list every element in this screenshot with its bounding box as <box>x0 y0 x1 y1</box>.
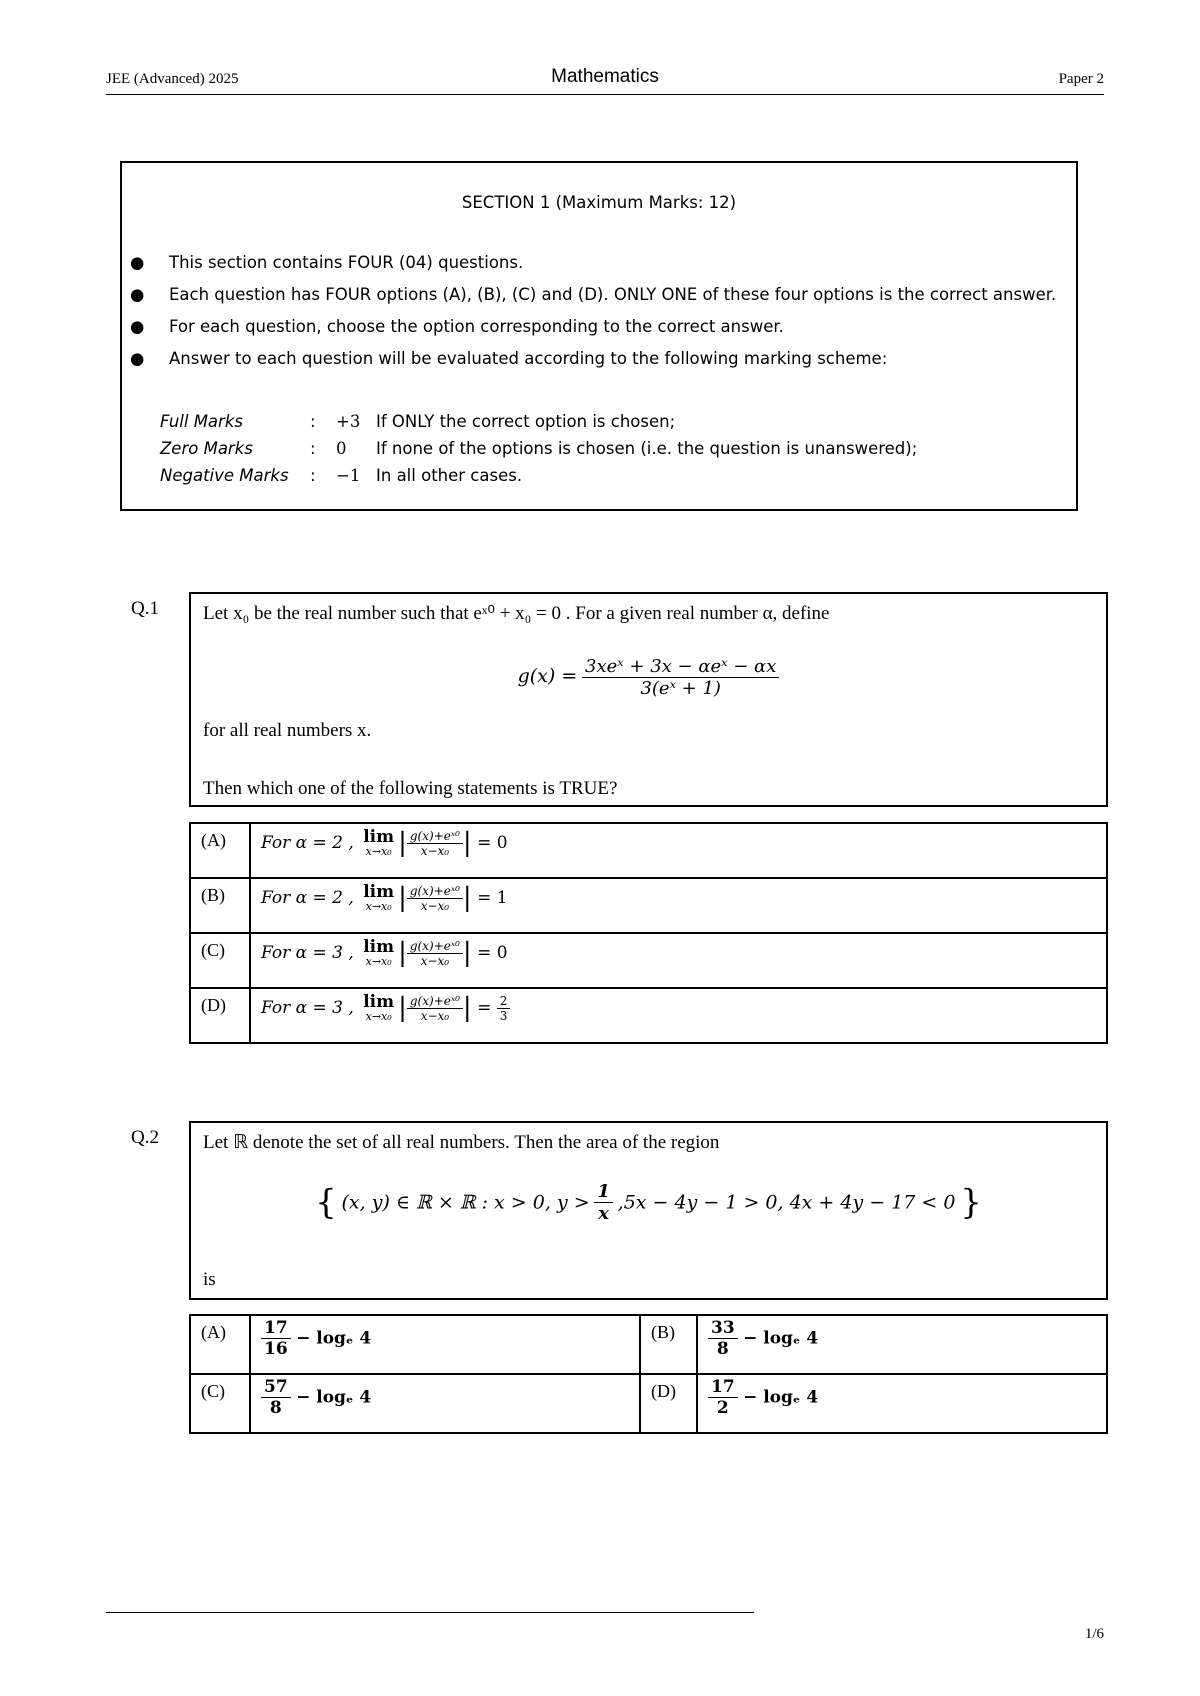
option-label[interactable]: (B) <box>190 878 250 933</box>
q2-options <box>189 1314 1108 1434</box>
option-content[interactable]: For α = 2 , lim x→x₀ | $\frac{\text{g(x)+eˣ⁰}}{\text{x−x₀}}$ | = 1 <box>250 878 1107 933</box>
q1-options <box>189 822 1108 1044</box>
q1-line4: Then which one of the following statements is TRUE? <box>203 778 618 799</box>
instruction-item: ● Answer to each question will be evaluated according to the following marking scheme: <box>130 343 1065 375</box>
q1-line3: for all real numbers x. <box>203 720 372 741</box>
option-label[interactable]: (D) <box>640 1374 697 1433</box>
q1-option-row <box>190 878 1107 933</box>
q2-option-row <box>190 1374 1107 1433</box>
marks-row-negative: Negative Marks : −1 In all other cases. <box>160 466 523 485</box>
limit-operator: lim x→x₀ <box>363 992 395 1023</box>
option-label[interactable]: (D) <box>190 988 250 1043</box>
q1-option-row <box>190 823 1107 878</box>
option-content[interactable]: For α = 3 , lim x→x₀ | $\frac{\text{g(x)+eˣ⁰}}{\text{x−x₀}}$ | = $\frac{2}{3}$ <box>250 988 1107 1043</box>
subject-title: Mathematics <box>551 66 659 87</box>
bullet-icon: ● <box>130 253 145 272</box>
instruction-list <box>130 247 1065 375</box>
limit-fraction: $\frac{\text{g(x)+eˣ⁰}}{\text{x−x₀}}$ <box>407 939 463 968</box>
marking-scheme <box>160 408 1040 489</box>
option-content[interactable]: $\frac{17}{2}$ − logₑ 4 <box>697 1374 1107 1433</box>
option-content[interactable]: For α = 2 , lim x→x₀ | $\frac{\text{g(x)+eˣ⁰}}{\text{x−x₀}}$ | = 0 <box>250 823 1107 878</box>
section-title: SECTION 1 (Maximum Marks: 12) <box>461 193 737 212</box>
option-content[interactable]: For α = 3 , lim x→x₀ | $\frac{\text{g(x)+eˣ⁰}}{\text{x−x₀}}$ | = 0 <box>250 933 1107 988</box>
page-header <box>106 66 1104 95</box>
option-label[interactable]: (A) <box>190 1315 250 1374</box>
option-label[interactable]: (B) <box>640 1315 697 1374</box>
bullet-icon: ● <box>130 349 145 368</box>
limit-fraction: $\frac{\text{g(x)+eˣ⁰}}{\text{x−x₀}}$ <box>407 829 463 858</box>
q2-option-row <box>190 1315 1107 1374</box>
bullet-icon: ● <box>130 317 145 336</box>
limit-operator: lim x→x₀ <box>363 937 395 968</box>
option-label[interactable]: (C) <box>190 1374 250 1433</box>
instruction-item: ● Each question has FOUR options (A), (B), (C) and (D). ONLY ONE of these four options is the correct answer. <box>130 279 1065 311</box>
limit-fraction: $\frac{\text{g(x)+eˣ⁰}}{\text{x−x₀}}$ <box>407 884 463 913</box>
option-content[interactable]: $\frac{33}{8}$ − logₑ 4 <box>697 1315 1107 1374</box>
marks-row-zero: Zero Marks : 0 If none of the options is chosen (i.e. the question is unanswered); <box>160 439 918 458</box>
instruction-item: ● This section contains FOUR (04) questions. <box>130 247 1065 279</box>
q2-number: Q.2 <box>131 1127 159 1148</box>
section-instructions <box>120 161 1078 511</box>
exam-name: JEE (Advanced) 2025 <box>106 71 239 87</box>
q1-statement <box>189 592 1108 807</box>
q2-line1: Let ℝ denote the set of all real numbers. Then the area of the region <box>203 1132 720 1153</box>
bullet-icon: ● <box>130 285 145 304</box>
instruction-item: ● For each question, choose the option corresponding to the correct answer. <box>130 311 1065 343</box>
q2-statement <box>189 1121 1108 1300</box>
paper-label: Paper 2 <box>1058 71 1104 87</box>
limit-operator: lim x→x₀ <box>363 827 395 858</box>
marks-row-full: Full Marks : +3 If ONLY the correct option is chosen; <box>160 412 676 431</box>
footer-divider <box>106 1612 754 1613</box>
q1-number: Q.1 <box>131 598 159 619</box>
option-label[interactable]: (A) <box>190 823 250 878</box>
option-label[interactable]: (C) <box>190 933 250 988</box>
q1-equation: g(x) = $\frac{\text{3xeˣ + 3x − αeˣ − αx}}{\text{3(eˣ + 1)}}$ <box>191 656 1106 699</box>
q1-line1: Let x₀ be the real number such that eˣ⁰ + x₀ = 0 . For a given real number α, define <box>203 603 830 624</box>
q2-line3: is <box>203 1269 216 1290</box>
q1-option-row <box>190 988 1107 1043</box>
limit-fraction: $\frac{\text{g(x)+eˣ⁰}}{\text{x−x₀}}$ <box>407 994 463 1023</box>
limit-operator: lim x→x₀ <box>363 882 395 913</box>
option-content[interactable]: $\frac{17}{16}$ − logₑ 4 <box>250 1315 640 1374</box>
q1-option-row <box>190 933 1107 988</box>
q2-set-expression: { (x, y) ∈ ℝ × ℝ : x > 0, y > $\frac{1}{x}$ ,5x − 4y − 1 > 0, 4x + 4y − 17 < 0 } <box>315 1181 982 1224</box>
option-content[interactable]: $\frac{57}{8}$ − logₑ 4 <box>250 1374 640 1433</box>
q1-fraction: $\frac{\text{3xeˣ + 3x − αeˣ − αx}}{\text{3(eˣ + 1)}}$ <box>582 656 779 699</box>
page-number: 1/6 <box>1084 1626 1104 1642</box>
